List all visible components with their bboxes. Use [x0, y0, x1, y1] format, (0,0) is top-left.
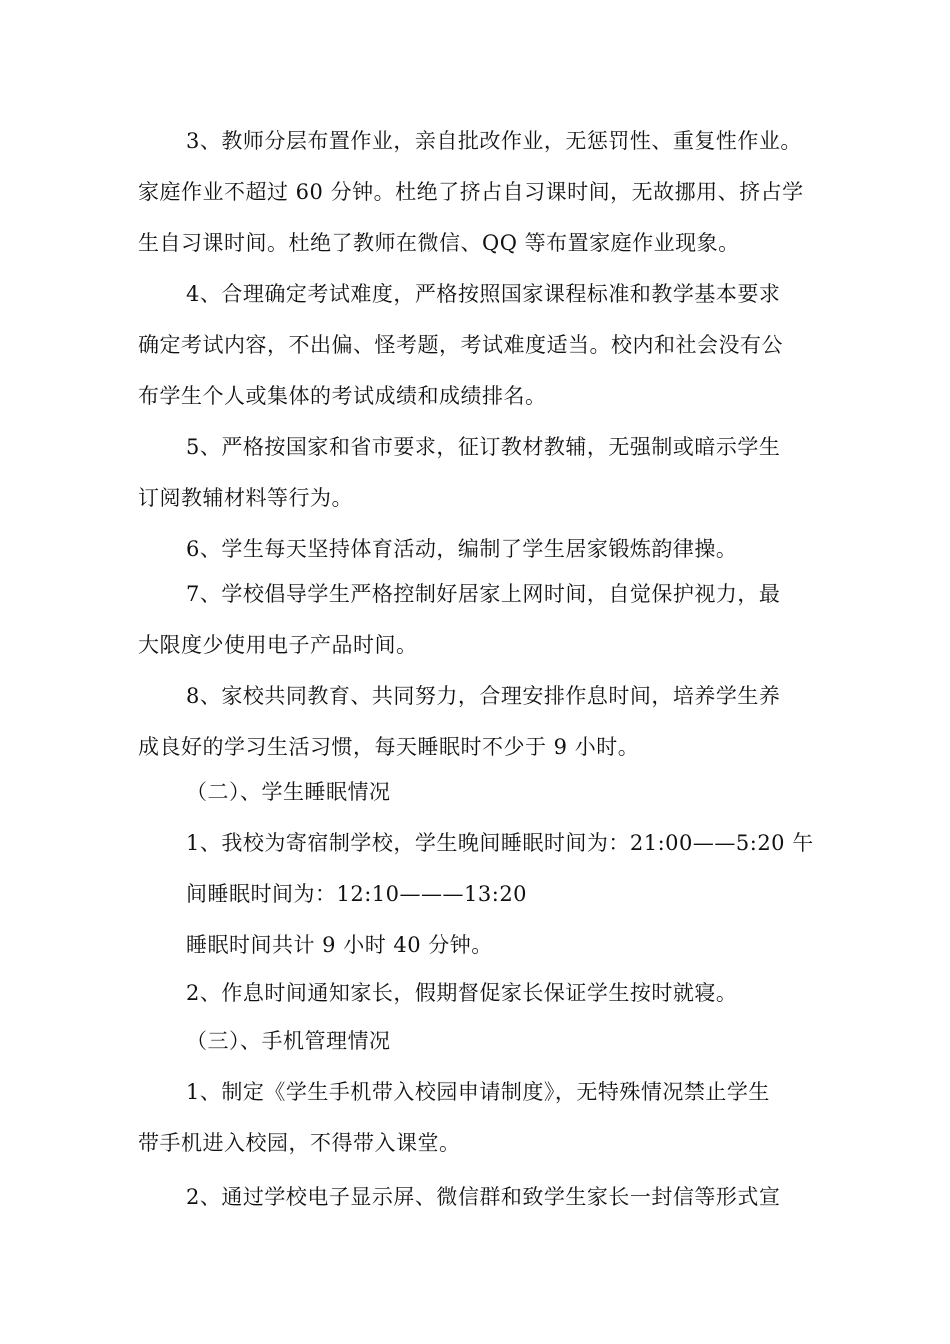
paragraph-line: 4、合理确定考试难度，严格按照国家课程标准和教学基本要求: [186, 282, 781, 306]
paragraph-line: 6、学生每天坚持体育活动，编制了学生居家锻炼韵律操。: [186, 537, 738, 561]
paragraph-line: 睡眠时间共计 9 小时 40 分钟。: [186, 933, 493, 957]
section-heading: （二）、学生睡眠情况: [186, 780, 391, 804]
paragraph-line: 家庭作业不超过 60 分钟。杜绝了挤占自习课时间，无故挪用、挤占学: [138, 180, 804, 204]
paragraph-line: 布学生个人或集体的考试成绩和成绩排名。: [138, 384, 547, 408]
paragraph-line: 8、家校共同教育、共同努力，合理安排作息时间，培养学生养: [186, 684, 781, 708]
paragraph-line: 2、通过学校电子显示屏、微信群和致学生家长一封信等形式宣: [186, 1185, 781, 1209]
paragraph-line: 5、严格按国家和省市要求，征订教材教辅，无强制或暗示学生: [186, 435, 781, 459]
paragraph-line: 带手机进入校园，不得带入课堂。: [138, 1131, 461, 1155]
paragraph-line: 7、学校倡导学生严格控制好居家上网时间，自觉保护视力，最: [186, 582, 781, 606]
paragraph-line: 间睡眠时间为：12:10———13:20: [186, 882, 528, 906]
paragraph-line: 大限度少使用电子产品时间。: [138, 633, 418, 657]
paragraph-line: 确定考试内容，不出偏、怪考题，考试难度适当。校内和社会没有公: [138, 333, 783, 357]
paragraph-line: 2、作息时间通知家长，假期督促家长保证学生按时就寝。: [186, 981, 738, 1005]
paragraph-line: 生自习课时间。杜绝了教师在微信、QQ 等布置家庭作业现象。: [138, 231, 740, 255]
section-heading: （三）、手机管理情况: [186, 1029, 391, 1053]
paragraph-line: 1、制定《学生手机带入校园申请制度》，无特殊情况禁止学生: [186, 1080, 770, 1104]
paragraph-line: 3、教师分层布置作业，亲自批改作业，无惩罚性、重复性作业。: [186, 129, 802, 153]
paragraph-line: 订阅教辅材料等行为。: [138, 486, 353, 510]
paragraph-line: 成良好的学习生活习惯，每天睡眠时不少于 9 小时。: [138, 735, 640, 759]
paragraph-line: 1、我校为寄宿制学校，学生晚间睡眠时间为：21:00——5:20 午: [186, 831, 814, 855]
